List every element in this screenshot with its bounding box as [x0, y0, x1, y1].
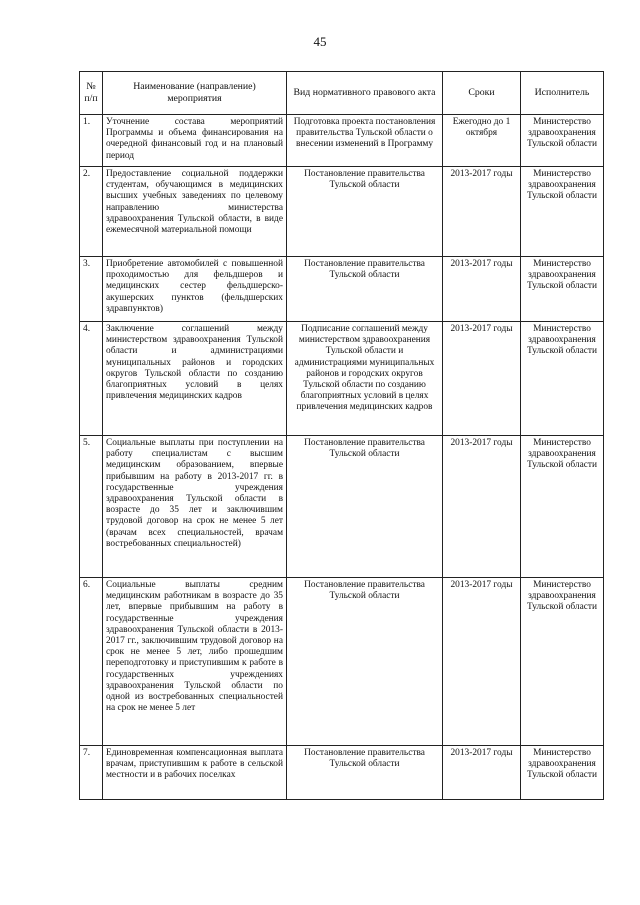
header-act: Вид нормативного правового акта	[287, 72, 443, 115]
row-num: 2.	[80, 167, 103, 257]
row-act: Постановление правительства Тульской области	[287, 167, 443, 257]
row-exec: Министерство здравоохранения Тульской области	[521, 436, 604, 578]
row-name: Социальные выплаты при поступлении на работу специалистам с высшим медицинским образованием, впервые прибывшим на работу в 2013-2017 гг. в государственные учреждения здравоохранения Тульской области в возрасте до 35 лет и заключившим трудовой договор на срок не менее 5 лет (врачам всех специальностей, врачам востребованных специальностей)	[103, 436, 287, 578]
row-num: 6.	[80, 578, 103, 746]
row-act: Подготовка проекта постановления правительства Тульской области о внесении изменений в Программу	[287, 115, 443, 167]
row-term: 2013-2017 годы	[443, 578, 521, 746]
table-row	[80, 167, 604, 257]
table-row	[80, 257, 604, 322]
table-row	[80, 746, 604, 800]
header-num: № п/п	[80, 72, 103, 115]
table-header-row	[80, 72, 604, 115]
row-exec: Министерство здравоохранения Тульской области	[521, 167, 604, 257]
row-term: 2013-2017 годы	[443, 257, 521, 322]
row-act: Подписание соглашений между министерством здравоохранения Тульской области и администрациями муниципальных районов и городских округов Тульской области по созданию благоприятных условий в целях привлечения медицинских кадров	[287, 322, 443, 436]
row-name: Уточнение состава мероприятий Программы и объема финансирования на очередной финансовый год и на плановый период	[103, 115, 287, 167]
row-num: 4.	[80, 322, 103, 436]
row-term: Ежегодно до 1 октября	[443, 115, 521, 167]
table-row	[80, 115, 604, 167]
row-exec: Министерство здравоохранения Тульской области	[521, 322, 604, 436]
row-num: 5.	[80, 436, 103, 578]
row-num: 1.	[80, 115, 103, 167]
table-row	[80, 436, 604, 578]
page-number: 45	[313, 34, 327, 49]
row-term: 2013-2017 годы	[443, 167, 521, 257]
measures-table	[79, 71, 604, 800]
header-name: Наименование (направление) мероприятия	[103, 72, 287, 115]
row-name: Заключение соглашений между министерством здравоохранения Тульской области и администрациями муниципальных районов и городских округов Тульской области по созданию благоприятных условий в целях привлечения медицинских кадров	[103, 322, 287, 436]
row-num: 3.	[80, 257, 103, 322]
row-term: 2013-2017 годы	[443, 322, 521, 436]
row-act: Постановление правительства Тульской области	[287, 746, 443, 800]
row-act: Постановление правительства Тульской области	[287, 436, 443, 578]
table-row	[80, 578, 604, 746]
table-row	[80, 322, 604, 436]
row-act: Постановление правительства Тульской области	[287, 257, 443, 322]
row-name: Единовременная компенсационная выплата врачам, приступившим к работе в сельской местности и в рабочих поселках	[103, 746, 287, 800]
row-name: Социальные выплаты средним медицинским работникам в возрасте до 35 лет, впервые прибывшим на работу в государственные учреждения здравоохранения Тульской области в 2013-2017 гг., заключившим трудовой договор на срок не менее 5 лет, либо прошедшим переподготовку и приступившим к работе в государственных учреждениях здравоохранения Тульской области по одной из востребованных специальностей на срок не менее 5 лет	[103, 578, 287, 746]
header-exec: Исполнитель	[521, 72, 604, 115]
row-act: Постановление правительства Тульской области	[287, 578, 443, 746]
row-num: 7.	[80, 746, 103, 800]
row-term: 2013-2017 годы	[443, 436, 521, 578]
row-exec: Министерство здравоохранения Тульской области	[521, 746, 604, 800]
row-name: Предоставление социальной поддержки студентам, обучающимся в медицинских высших учебных заведениях по целевому направлению министерства здравоохранения Тульской области, в виде ежемесячной материальной помощи	[103, 167, 287, 257]
header-term: Сроки	[443, 72, 521, 115]
row-name: Приобретение автомобилей с повышенной проходимостью для фельдшеров и медицинских сестер фельдшерско-акушерских пунктов (фельдшерских здравпунктов)	[103, 257, 287, 322]
row-exec: Министерство здравоохранения Тульской области	[521, 257, 604, 322]
row-exec: Министерство здравоохранения Тульской области	[521, 578, 604, 746]
row-exec: Министерство здравоохранения Тульской области	[521, 115, 604, 167]
row-term: 2013-2017 годы	[443, 746, 521, 800]
